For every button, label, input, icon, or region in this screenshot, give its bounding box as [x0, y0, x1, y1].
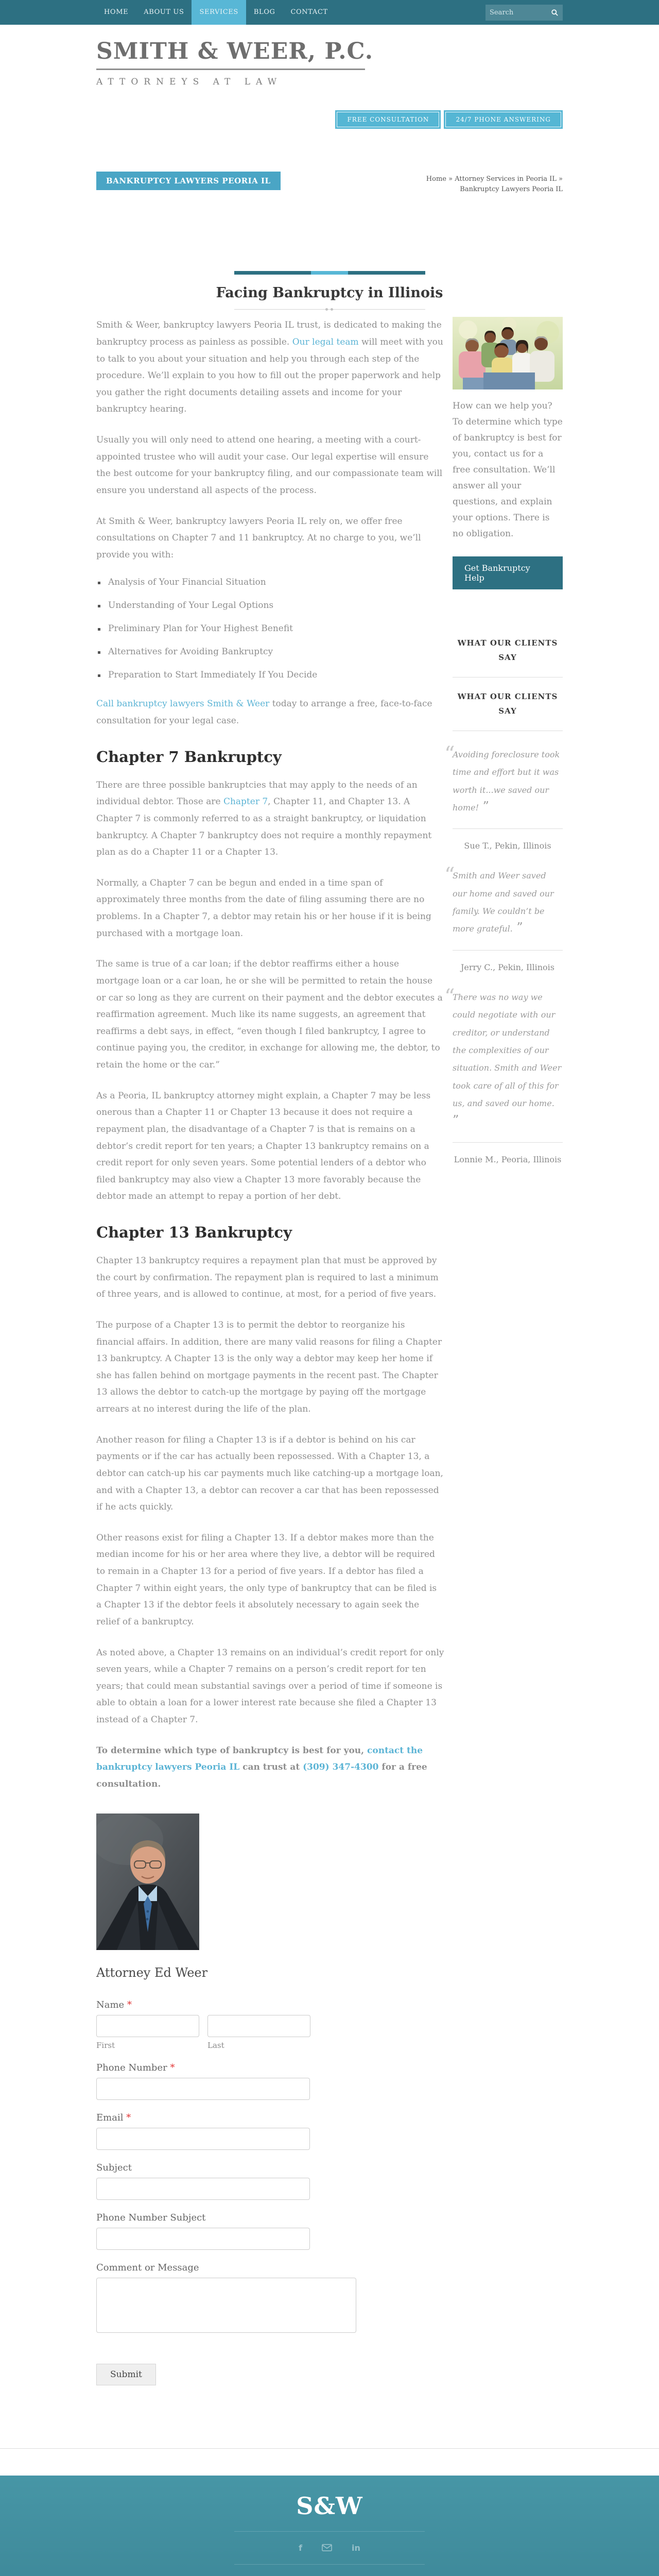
text-segment: To determine which type of bankruptcy is best for you,	[96, 1745, 368, 1756]
nav-item-services[interactable]: SERVICES	[192, 0, 246, 25]
divider	[453, 1142, 563, 1143]
testimonial-quote: There was no way we could negotiate with our creditor, or understand the complexities of our situation. Smith and Weer took care of all of this for us, and saved our home. ”	[453, 989, 563, 1130]
cta-paragraph	[96, 1742, 444, 1793]
site-tagline: ATTORNEYS AT LAW	[96, 77, 283, 87]
required-asterisk: *	[126, 2112, 131, 2123]
inline-link[interactable]: contact the bankruptcy lawyers Peoria IL	[96, 1745, 423, 1773]
facebook-icon[interactable]: f	[299, 2543, 303, 2553]
contact-form	[96, 1999, 444, 2385]
breadcrumb-separator: »	[448, 175, 453, 183]
testimonial-author: Lonnie M., Peoria, Illinois	[454, 1154, 562, 1164]
divider	[234, 2531, 425, 2532]
quote-icon: “	[444, 985, 455, 1009]
phone-subject-field[interactable]	[96, 2228, 310, 2250]
text-segment: will meet with you to talk to you about your situation and help you through each step of the procedure. We’ll explain to you how to fill out the proper paperwork and help you gather the right documents detailing assets and income for your bankruptcy hearing.	[96, 336, 443, 415]
section-heading-chapter7: Chapter 7 Bankruptcy	[96, 748, 282, 766]
text-segment: today to arrange a free, face-to-face consultation for your legal case.	[96, 699, 432, 726]
breadcrumb-current: Bankruptcy Lawyers Peoria IL	[460, 185, 563, 194]
linkedin-icon[interactable]: in	[352, 2543, 360, 2553]
nav-item-home[interactable]: HOME	[104, 8, 129, 16]
paragraph: As a Peoria, IL bankruptcy attorney might explain, a Chapter 7 may be less onerous than a Chapter 11 or Chapter 13 because it does not require a repayment plan, the disadvantage of a Chapter 7 is that is remains on a debtor’s credit report for ten years; a Chapter 13 bankruptcy remains on a credit report for only seven years. Some potential lenders of a debtor who filed bankruptcy may also view a Chapter 13 more favorably because the debtor made an attempt to repay a portion of her debt.	[96, 1090, 431, 1202]
subject-field[interactable]	[96, 2178, 310, 2200]
required-asterisk: *	[127, 1999, 132, 2010]
attorney-name: Attorney Ed Weer	[96, 1965, 208, 1980]
first-name-field[interactable]	[96, 2015, 199, 2037]
list-item: Analysis of Your Financial Situation	[96, 577, 444, 587]
list-item: Preparation to Start Immediately If You Decide	[96, 670, 444, 680]
paragraph: Usually you will only need to attend one hearing, a meeting with a court-appointed trustee who will audit your case. Our legal expertise will ensure the best outcome for your bankruptcy filing, and our compassionate team will ensure you understand all aspects of the process.	[96, 435, 443, 496]
search-icon[interactable]	[551, 9, 559, 16]
required-asterisk: *	[170, 2062, 175, 2073]
breadcrumb-separator: »	[559, 175, 563, 183]
testimonial	[444, 985, 563, 1164]
paragraph: The purpose of a Chapter 13 is to permit the debtor to reorganize his financial affairs. In addition, there are many valid reasons for filing a Chapter 13 bankruptcy. A Chapter 13 is the only way a debtor may keep her home if she has fallen behind on mortgage payments in the recent past. The Chapter 13 allows the debtor to catch-up the mortgage by paying off the mortgage arrears at no interest during the life of the plan.	[96, 1319, 442, 1415]
get-bankruptcy-help-button[interactable]: Get Bankruptcy Help	[453, 556, 563, 589]
phone-answering-button[interactable]: 24/7 PHONE ANSWERING	[444, 110, 563, 129]
paragraph: The same is true of a car loan; if the debtor reaffirms either a house mortgage loan or a car loan, he or she will be permitted to retain the house or car so long as they are current on their payment and the debtor executes a reaffirmation agreement. Much like its name suggests, an agreement that reaffirms a debt says, in effect, “even though I filed bankruptcy, I agree to continue paying you, the creditor, in exchange for allowing me, the debtor, to retain the home or the car.”	[96, 959, 443, 1071]
testimonial-author: Sue T., Pekin, Illinois	[464, 841, 551, 851]
phone-subject-label: Phone Number Subject	[96, 2212, 206, 2223]
page-heading-block	[96, 271, 563, 310]
inline-link[interactable]: Chapter 7	[223, 796, 268, 807]
site-logo[interactable]: SMITH & WEER, P.C.	[96, 38, 374, 64]
testimonial-author: Jerry C., Pekin, Illinois	[461, 962, 554, 972]
article-body	[96, 317, 444, 2385]
search-box	[485, 5, 563, 21]
paragraph: Chapter 13 bankruptcy requires a repayment plan that must be approved by the court by confirmation. The repayment plan is required to last a minimum of three years, and is allowed to continue, at most, for a period of five years.	[96, 1256, 439, 1300]
text-segment: for a free consultation.	[96, 1762, 427, 1789]
divider	[453, 950, 563, 951]
paragraph: At Smith & Weer, bankruptcy lawyers Peoria IL rely on, we offer free consultations on Chapter 7 and 11 bankruptcy. At no charge to you, we’ll provide you with:	[96, 516, 421, 560]
divider	[453, 828, 563, 829]
email-icon[interactable]	[322, 2544, 332, 2551]
quote-icon: “	[444, 742, 455, 766]
text-segment: Smith & Weer, bankruptcy lawyers Peoria IL trust, is dedicated to making the bankruptcy process as painless as possible.	[96, 320, 442, 347]
submit-button[interactable]: Submit	[96, 2364, 156, 2385]
family-photo	[453, 317, 563, 389]
clients-say-heading: WHAT OUR CLIENTS SAY	[457, 638, 558, 663]
testimonial	[444, 863, 563, 986]
last-name-field[interactable]	[207, 2015, 310, 2037]
text-segment: , Chapter 11, and Chapter 13. A Chapter 7 is commonly referred to as a straight bankruptcy, or liquidation bankruptcy. A Chapter 7 bankruptcy does not require a monthly repayment plan as do a Chapter 11 or a Chapter 13.	[96, 796, 432, 858]
text-segment: There are three possible bankruptcies that may apply to the needs of an individual debtor. Those are	[96, 779, 418, 807]
benefits-list	[96, 577, 444, 680]
breadcrumb	[408, 172, 563, 195]
sidebar-help-text: How can we help you? To determine which type of bankruptcy is best for you, contact us for a free consultation. We’ll answer all your questions, and explain your options. There is no obligation.	[453, 401, 563, 539]
section-heading-chapter13: Chapter 13 Bankruptcy	[96, 1224, 292, 1242]
phone-field[interactable]	[96, 2078, 310, 2100]
comment-label: Comment or Message	[96, 2262, 199, 2273]
heading-decor-bar	[234, 271, 425, 275]
paragraph: As noted above, a Chapter 13 remains on an individual’s credit report for only seven years, while a Chapter 7 remains on a person’s credit report for ten years; that could mean substantial savings over a period of time if someone is able to obtain a loan for a lower interest rate because she filed a Chapter 13 instead of a Chapter 7.	[96, 1647, 444, 1725]
heading-underline	[234, 309, 425, 310]
content-bottom-divider	[0, 2448, 659, 2449]
testimonial	[444, 742, 563, 865]
attorney-photo	[96, 1814, 199, 1950]
paragraph	[96, 696, 444, 729]
nav-item-contact[interactable]: CONTACT	[290, 8, 328, 16]
breadcrumb-home-link[interactable]: Home	[426, 175, 446, 183]
top-nav-bar	[0, 0, 659, 25]
email-label: Email *	[96, 2112, 131, 2123]
search-input[interactable]	[490, 9, 551, 16]
inline-link[interactable]: Call bankruptcy lawyers Smith & Weer	[96, 699, 270, 709]
paragraph	[96, 317, 444, 418]
text-segment: can trust at	[239, 1762, 303, 1773]
footer-logo: S&W	[296, 2492, 363, 2520]
divider	[234, 2564, 425, 2565]
last-sublabel: Last	[207, 2040, 224, 2050]
article-title: Facing Bankruptcy in Illinois	[216, 285, 443, 301]
free-consultation-button[interactable]: FREE CONSULTATION	[335, 110, 441, 129]
subject-label: Subject	[96, 2162, 132, 2173]
first-sublabel: First	[96, 2040, 115, 2050]
nav-item-blog[interactable]: BLOG	[253, 8, 275, 16]
list-item: Alternatives for Avoiding Bankruptcy	[96, 647, 444, 657]
masthead	[0, 25, 659, 172]
page-title: BANKRUPTCY LAWYERS PEORIA IL	[96, 172, 281, 190]
paragraph: Another reason for filing a Chapter 13 is if a debtor is behind on his car payments or if the car has actually been repossessed. With a Chapter 13, a debtor can catch-up his car payments much like catching-up a mortgage loan, and with a Chapter 13, a debtor can recover a car that has been repossessed if he acts quickly.	[96, 1434, 443, 1513]
comment-field[interactable]	[96, 2278, 356, 2333]
name-label: Name *	[96, 1999, 132, 2010]
logo-rule	[96, 69, 365, 70]
testimonial-quote: Avoiding foreclosure took time and effort but it was worth it...we saved our home! ”	[453, 746, 563, 817]
sidebar	[444, 317, 563, 2385]
paragraph	[96, 777, 444, 861]
clients-say-heading: WHAT OUR CLIENTS SAY	[457, 691, 558, 716]
phone-label: Phone Number *	[96, 2062, 175, 2073]
inline-link[interactable]: Our legal team	[292, 336, 359, 347]
site-footer	[0, 2476, 659, 2576]
list-item: Understanding of Your Legal Options	[96, 600, 444, 611]
list-item: Preliminary Plan for Your Highest Benefit	[96, 623, 444, 634]
nav-item-about-us[interactable]: ABOUT US	[144, 8, 184, 16]
testimonial-quote: Smith and Weer saved our home and saved our family. We couldn’t be more grateful. ”	[453, 867, 563, 938]
breadcrumb-services-link[interactable]: Attorney Services in Peoria IL	[455, 175, 557, 183]
paragraph: Other reasons exist for filing a Chapter 13. If a debtor makes more than the median income for his or her area where they live, a debtor will be required to remain in a Chapter 13 for a period of five years. If a debtor has filed a Chapter 7 within eight years, the only type of bankruptcy that can be filed is a Chapter 13 if the debtor feels it absolutely necessary to again seek the relief of a bankruptcy.	[96, 1532, 437, 1627]
email-field[interactable]	[96, 2128, 310, 2150]
quote-icon: “	[444, 863, 455, 888]
inline-link[interactable]: (309) 347-4300	[303, 1762, 379, 1773]
paragraph: Normally, a Chapter 7 can be begun and ended in a time span of approximately three months from the date of filing assuming there are no problems. In a Chapter 7, a debtor may retain his or her house if it is being purchased with a mortgage loan.	[96, 877, 431, 939]
